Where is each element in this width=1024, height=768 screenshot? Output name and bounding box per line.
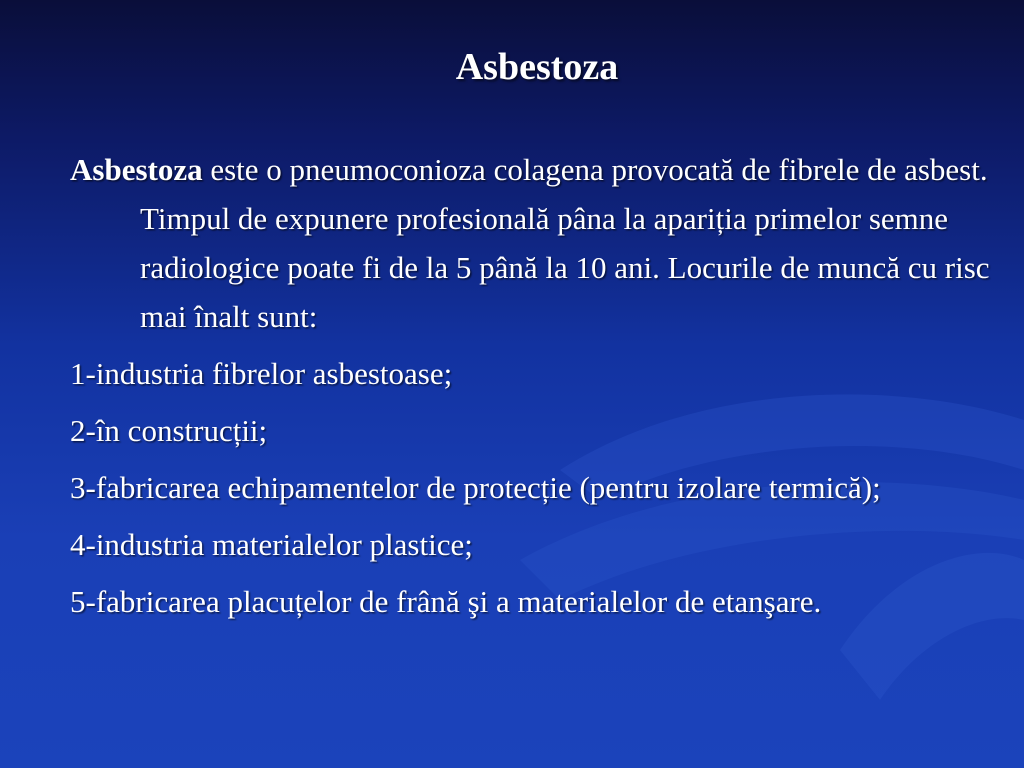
list-item: 3-fabricarea echipamentelor de protecție (pentru izolare termică); [70,470,881,505]
list-item: 5-fabricarea placuțelor de frână şi a materialelor de etanşare. [70,584,822,619]
list-item: 4-industria materialelor plastice; [70,527,473,562]
intro-paragraph [70,145,990,341]
list-item: 2-în construcții; [70,413,268,448]
slide-content [70,145,990,634]
intro-bold-term: Asbestoza [70,152,203,187]
list-item: 1-industria fibrelor asbestoase; [70,356,453,391]
slide-title: Asbestoza [455,46,619,88]
intro-text: este o pneumoconioza colagena provocată de fibrele de asbest. Timpul de expunere profesională pâna la apariția primelor semne radiologice poate fi de la 5 până la 10 ani. Locurile de muncă cu risc mai înalt sunt: [140,152,990,334]
